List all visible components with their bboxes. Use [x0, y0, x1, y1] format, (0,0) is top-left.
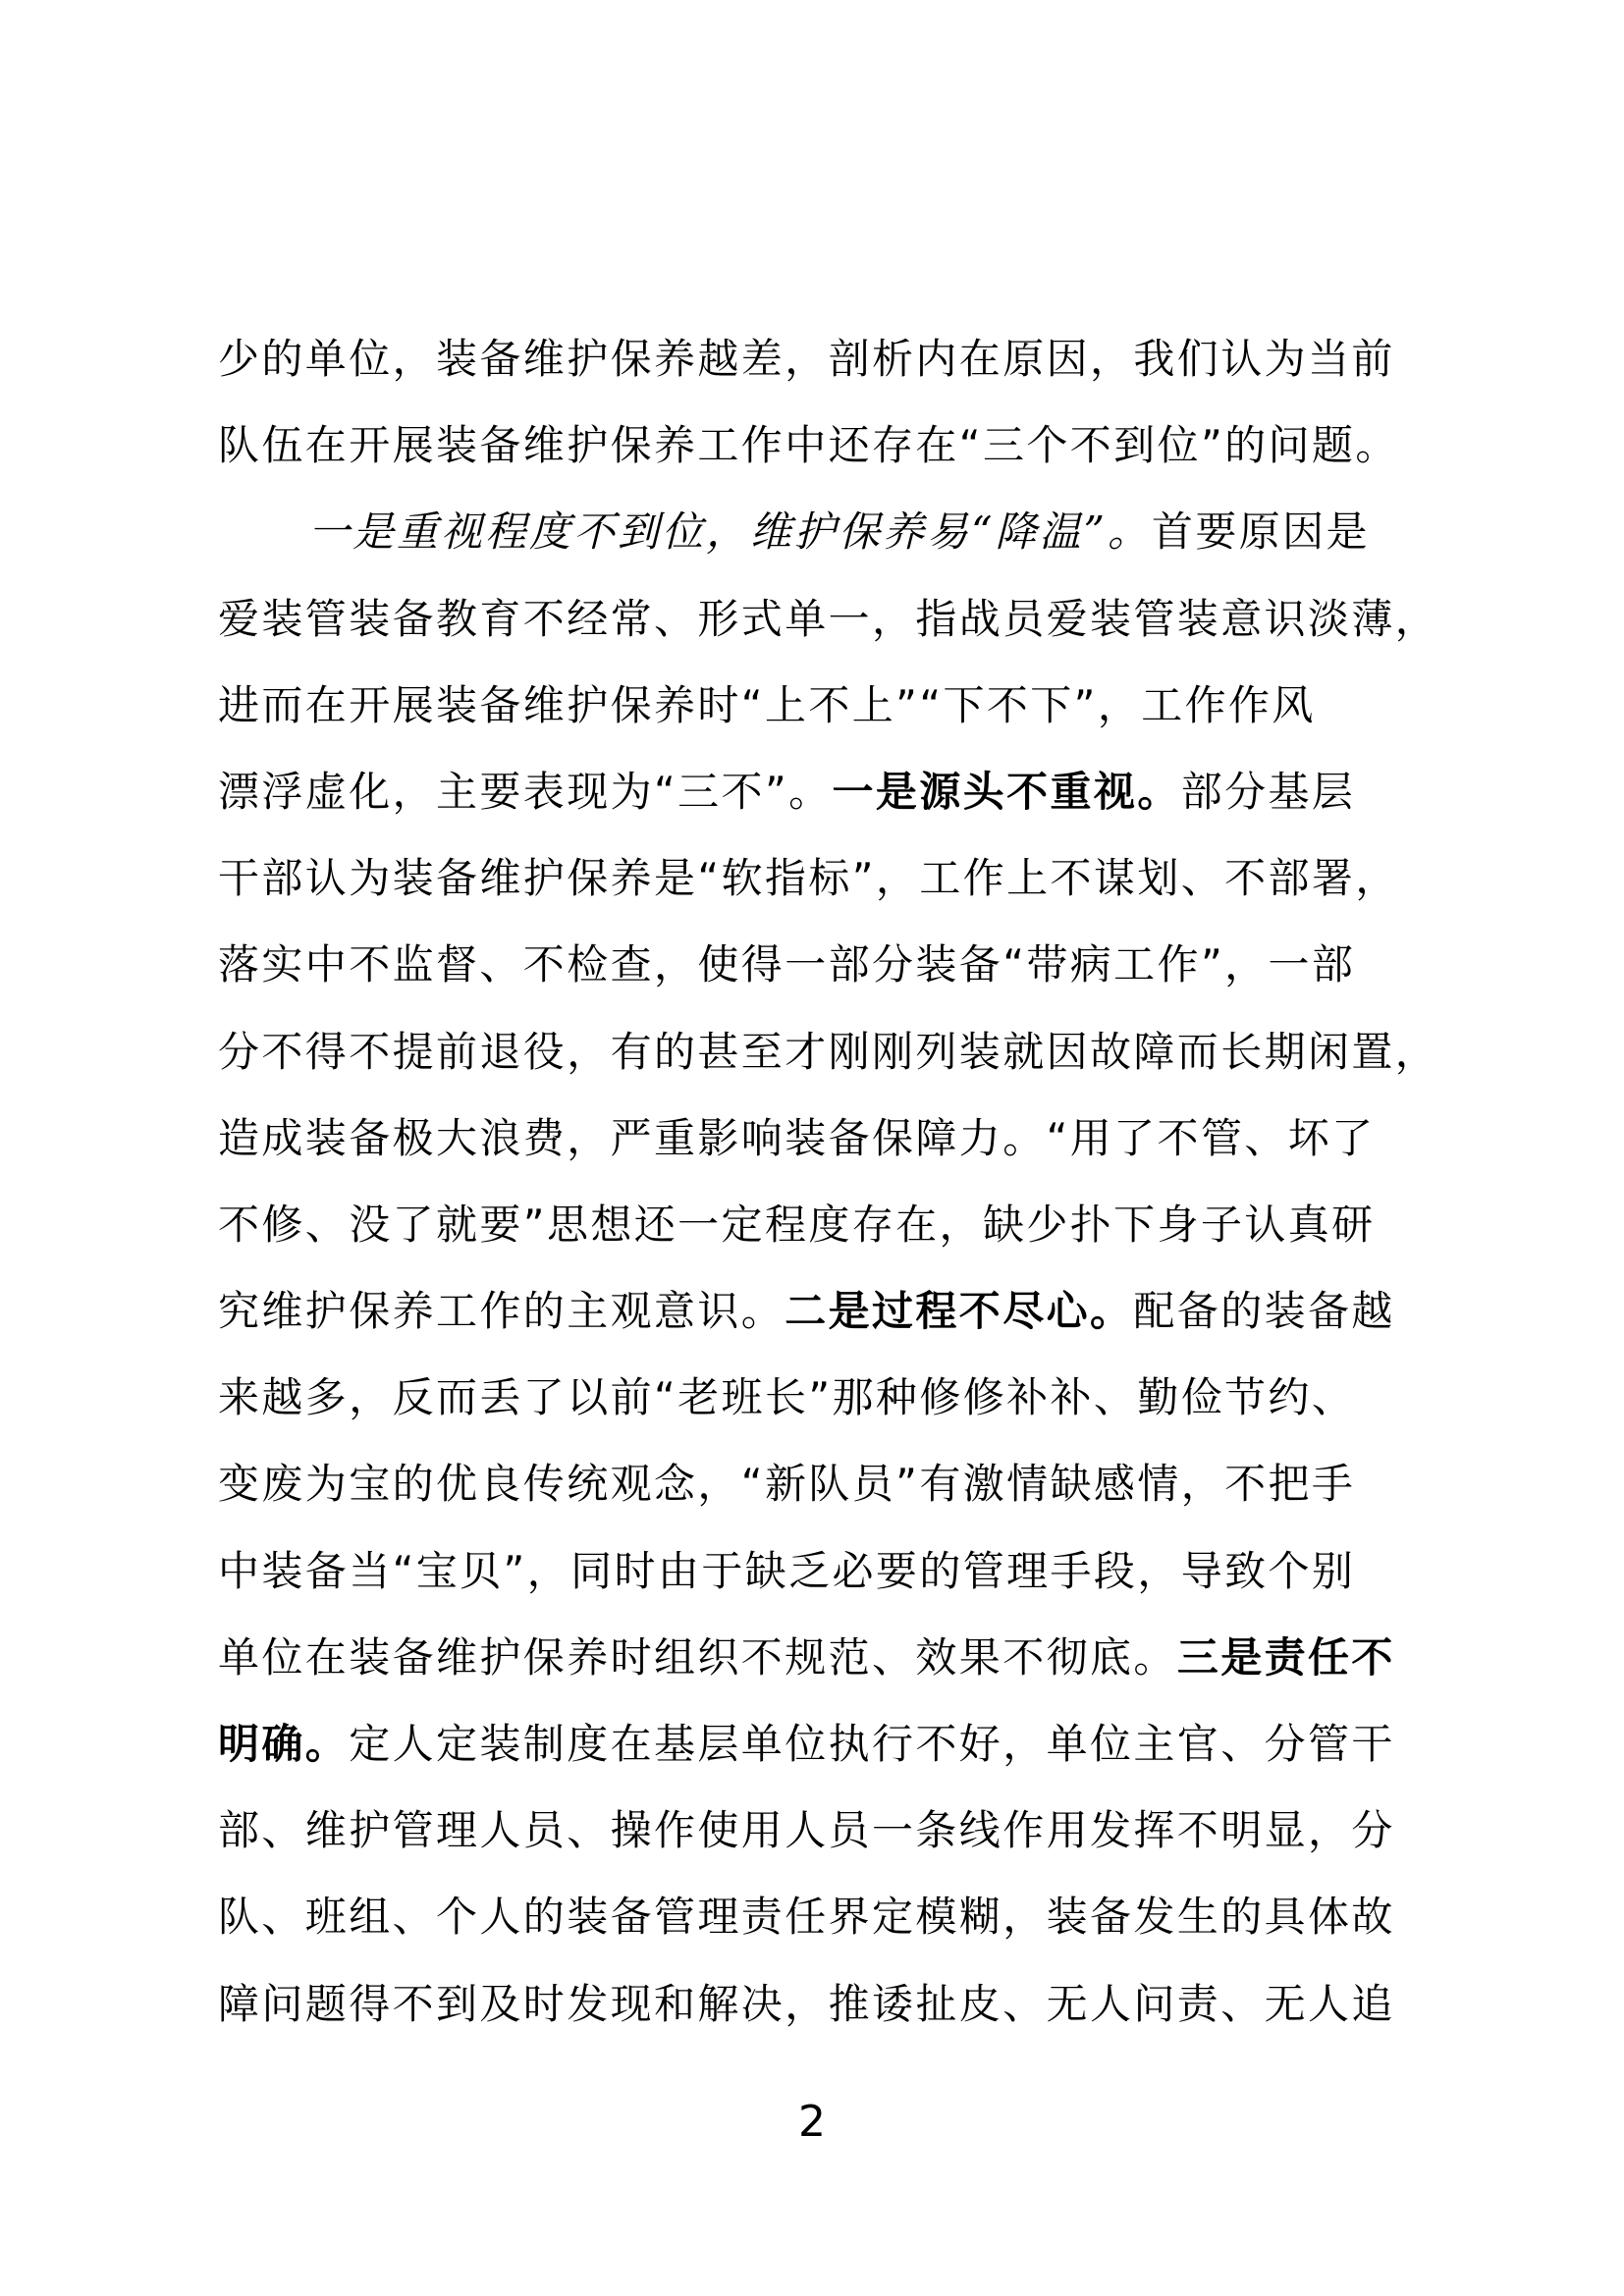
text-line [218, 402, 1416, 489]
paragraph-text: 中装备当“宝贝”，同时由于缺乏必要的管理手段，导致个别 [218, 1546, 1356, 1595]
paragraph-text: 队伍在开展装备维护保养工作中还存在“三个不到位”的问题。 [218, 421, 1399, 470]
paragraph-text: 障问题得不到及时发现和解决，推诿扯皮、无人问责、无人追 [218, 1979, 1395, 2028]
paragraph-text: 进而在开展装备维护保养时“上不上”“下不下”，工作作风 [218, 680, 1316, 729]
bold-heading-text: 三是责任不 [1176, 1632, 1395, 1682]
paragraph-text: 究维护保养工作的主观意识。 [218, 1287, 785, 1336]
text-line [218, 922, 1416, 1008]
text-line [218, 1701, 1416, 1788]
paragraph-text: 不修、没了就要”思想还一定程度存在，缺少扑下身子认真研 [218, 1200, 1376, 1249]
text-line [218, 1615, 1416, 1701]
text-line [218, 316, 1416, 402]
text-line [218, 1095, 1416, 1182]
text-line [218, 489, 1416, 575]
text-line [218, 1874, 1416, 1960]
paragraph-text: 定人定装制度在基层单位执行不好，单位主官、分管干 [349, 1720, 1395, 1768]
bold-heading-text: 一是源头不重视。 [832, 767, 1181, 816]
paragraph-text: 队、班组、个人的装备管理责任界定模糊，装备发生的具体故 [218, 1893, 1395, 1942]
page-number: 2 [798, 2097, 826, 2147]
text-line [218, 835, 1416, 922]
paragraph-text: 变废为宝的优良传统观念，“新队员”有激情缺感情，不把手 [218, 1460, 1356, 1509]
body-text [218, 316, 1439, 2048]
text-line [218, 1788, 1416, 1874]
text-line [218, 1961, 1416, 2048]
paragraph-text: 单位在装备维护保养时组织不规范、效果不彻底。 [218, 1632, 1177, 1682]
text-line [218, 1182, 1416, 1268]
paragraph-text: 部分基层 [1180, 767, 1356, 816]
section-heading-text: 一是重视程度不到位，维护保养易“降温”。 [308, 507, 1152, 557]
text-line [218, 1355, 1416, 1441]
paragraph-text: 配备的装备越 [1133, 1287, 1395, 1336]
paragraph-text: 少的单位，装备维护保养越差，剖析内在原因，我们认为当前 [218, 335, 1395, 383]
bold-heading-text: 明确。 [218, 1720, 350, 1768]
paragraph-text: 分不得不提前退役，有的甚至才刚刚列装就因故障而长期闲置， [218, 1027, 1439, 1076]
text-line [218, 749, 1416, 835]
text-line [218, 663, 1416, 749]
text-line [218, 1441, 1416, 1527]
paragraph-text: 漂浮虚化，主要表现为“三不”。 [218, 767, 833, 816]
paragraph-text: 部、维护管理人员、操作使用人员一条线作用发挥不明显，分 [218, 1806, 1395, 1855]
paragraph-text: 首要原因是 [1151, 507, 1370, 557]
text-line [218, 1268, 1416, 1355]
bold-heading-text: 二是过程不尽心。 [785, 1287, 1134, 1336]
text-line [218, 576, 1439, 663]
paragraph-text: 造成装备极大浪费，严重影响装备保障力。“用了不管、坏了 [218, 1113, 1376, 1162]
paragraph-text: 爱装管装备教育不经常、形式单一，指战员爱装管装意识淡薄， [218, 594, 1439, 643]
text-line [218, 1009, 1439, 1095]
text-line [218, 1528, 1416, 1615]
paragraph-text: 来越多，反而丢了以前“老班长”那种修修补补、勤俭节约、 [218, 1373, 1356, 1422]
paragraph-text: 干部认为装备维护保养是“软指标”，工作上不谋划、不部署， [218, 854, 1399, 903]
paragraph-text: 落实中不监督、不检查，使得一部分装备“带病工作”，一部 [218, 940, 1356, 989]
